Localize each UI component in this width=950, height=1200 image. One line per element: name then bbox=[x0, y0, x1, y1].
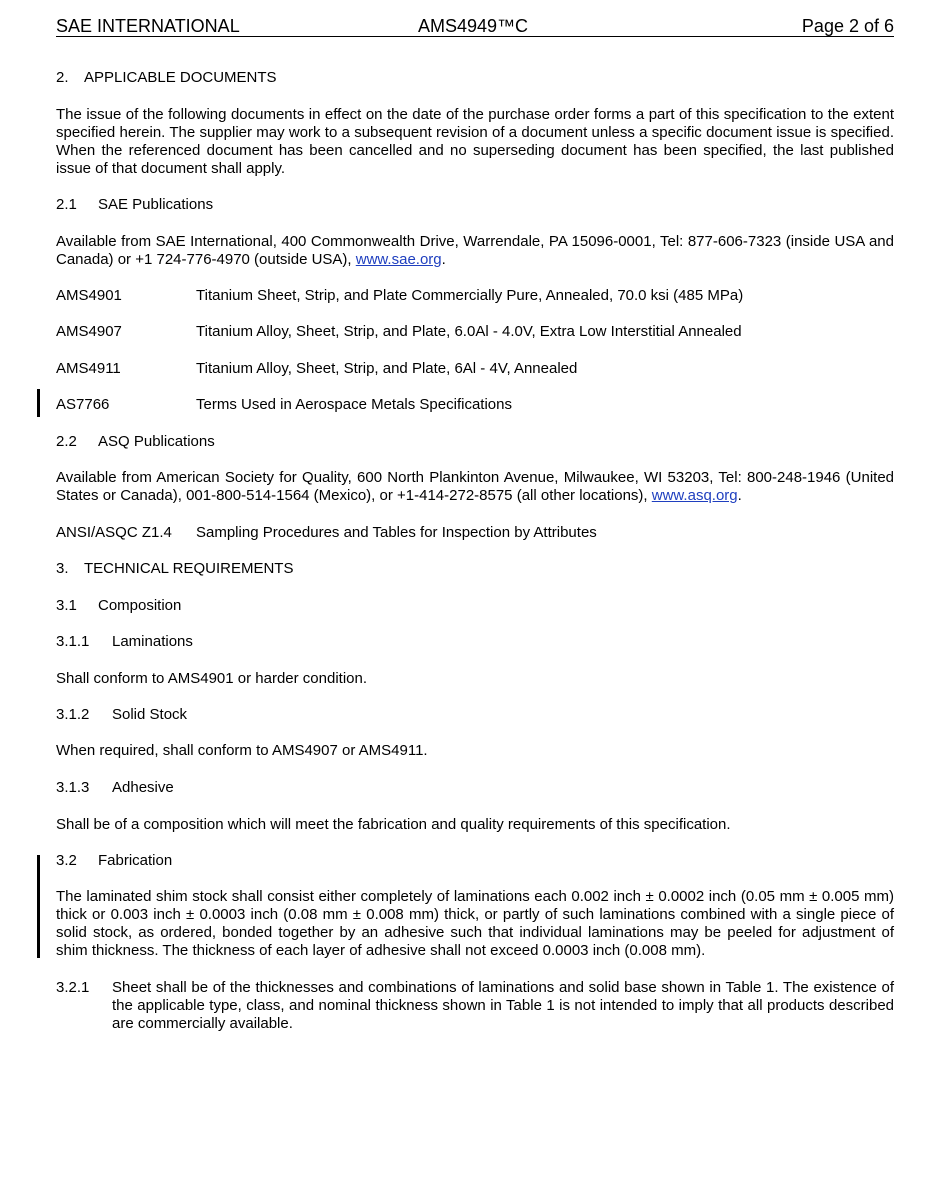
section-2-heading bbox=[56, 69, 894, 87]
section-number: 3.1.1 bbox=[56, 633, 90, 650]
section-3-heading bbox=[56, 560, 894, 578]
section-number: 3.1.2 bbox=[56, 706, 90, 723]
section-title: Solid Stock bbox=[112, 706, 188, 723]
sae-availability-text: Available from SAE International, 400 Commonwealth Drive, Warrendale, PA 15096-0001, Tel: 877-606-7323 (inside USA and Canada) or +1 724-776-4970 (outside USA), bbox=[56, 233, 894, 268]
adhesive-text: Shall be of a composition which will meet the fabrication and quality requirements of this specification. bbox=[56, 816, 731, 833]
section-title: SAE Publications bbox=[98, 196, 214, 213]
laminations-text: Shall conform to AMS4901 or harder condition. bbox=[56, 670, 368, 687]
section-title: Fabrication bbox=[98, 852, 173, 869]
section-3-2-1-text: Sheet shall be of the thicknesses and combinations of laminations and solid base shown in Table 1. The existence of the applicable type, class, and nominal thickness shown in Table 1 is not intended to imply that all products described are commercially available. bbox=[112, 979, 894, 1032]
section-2-paragraph: The issue of the following documents in effect on the date of the purchase order forms a part of this specification to the extent specified herein. The supplier may work to a subsequent revision of a document unless a specific document issue is specified. When the referenced document has been cancelled and no superseding document has been specified, the last published issue of that document shall apply. bbox=[56, 106, 894, 177]
revision-bar bbox=[37, 389, 40, 417]
section-title: Laminations bbox=[112, 633, 193, 650]
section-title: ASQ Publications bbox=[98, 433, 215, 450]
section-2-2-heading bbox=[56, 433, 894, 451]
section-number: 3.1.3 bbox=[56, 779, 90, 796]
section-number: 3.1 bbox=[56, 597, 77, 614]
reference-title: Sampling Procedures and Tables for Inspection by Attributes bbox=[196, 524, 597, 541]
section-number: 2.2 bbox=[56, 433, 77, 450]
solid-stock-text: When required, shall conform to AMS4907 or AMS4911. bbox=[56, 742, 428, 759]
reference-title: Titanium Sheet, Strip, and Plate Commercially Pure, Annealed, 70.0 ksi (485 MPa) bbox=[196, 287, 744, 304]
section-3-2-1 bbox=[56, 979, 894, 1033]
section-number: 3.2 bbox=[56, 852, 77, 869]
page-header bbox=[56, 14, 894, 37]
reference-code: AS7766 bbox=[56, 396, 110, 413]
header-org: SAE INTERNATIONAL bbox=[56, 16, 240, 36]
asq-availability-end: . bbox=[737, 487, 742, 504]
section-title: APPLICABLE DOCUMENTS bbox=[84, 69, 277, 86]
asq-availability-paragraph bbox=[56, 469, 894, 505]
section-number: 2.1 bbox=[56, 196, 77, 213]
sae-website-link[interactable]: www.sae.org bbox=[355, 251, 442, 268]
reference-title: Titanium Alloy, Sheet, Strip, and Plate, 6Al - 4V, Annealed bbox=[196, 360, 578, 377]
section-3-1-heading bbox=[56, 597, 894, 615]
section-2-1-heading bbox=[56, 196, 894, 214]
asq-website-link[interactable]: www.asq.org bbox=[651, 487, 738, 504]
section-title: Adhesive bbox=[112, 779, 174, 796]
fabrication-paragraph: The laminated shim stock shall consist either completely of laminations each 0.002 inch ± 0.0002 inch (0.05 mm ± 0.005 mm) thick or 0.003 inch ± 0.0003 inch (0.08 mm ± 0.008 mm) thick, or partly of such laminations combined with a single piece of solid stock, as ordered, bonded together by an adhesive such that individual laminations may be peeled for adjustment of shim thickness. The thickness of each layer of adhesive shall not exceed 0.0003 inch (0.008 mm). bbox=[56, 888, 894, 959]
asq-availability-text: Available from American Society for Quality, 600 North Plankinton Avenue, Milwaukee, WI 53203, Tel: 800-248-1946 (United States or Canada), 001-800-514-1564 (Mexico), or +1-414-272-8575 (all other locations), bbox=[56, 469, 894, 504]
reference-title: Terms Used in Aerospace Metals Specifications bbox=[196, 396, 512, 413]
revision-bar bbox=[37, 855, 40, 958]
sae-availability-paragraph bbox=[56, 233, 894, 269]
reference-code: AMS4911 bbox=[56, 360, 121, 377]
section-3-1-2-heading bbox=[56, 706, 894, 724]
section-3-1-3-heading bbox=[56, 779, 894, 797]
reference-code: AMS4901 bbox=[56, 287, 122, 304]
section-3-1-1-heading bbox=[56, 633, 894, 651]
section-3-2-heading bbox=[56, 852, 894, 870]
reference-code: AMS4907 bbox=[56, 323, 122, 340]
section-number: 3.2.1 bbox=[56, 979, 90, 996]
sae-availability-end: . bbox=[441, 251, 446, 268]
section-title: Composition bbox=[98, 597, 182, 614]
header-page-number: Page 2 of 6 bbox=[801, 16, 894, 36]
reference-title: Titanium Alloy, Sheet, Strip, and Plate, 6.0Al - 4.0V, Extra Low Interstitial Annealed bbox=[196, 323, 742, 340]
section-number: 3. bbox=[56, 560, 69, 577]
section-title: TECHNICAL REQUIREMENTS bbox=[84, 560, 294, 577]
reference-code: ANSI/ASQC Z1.4 bbox=[56, 524, 172, 541]
header-doc-number: AMS4949™C bbox=[418, 16, 529, 36]
section-number: 2. bbox=[56, 69, 69, 86]
